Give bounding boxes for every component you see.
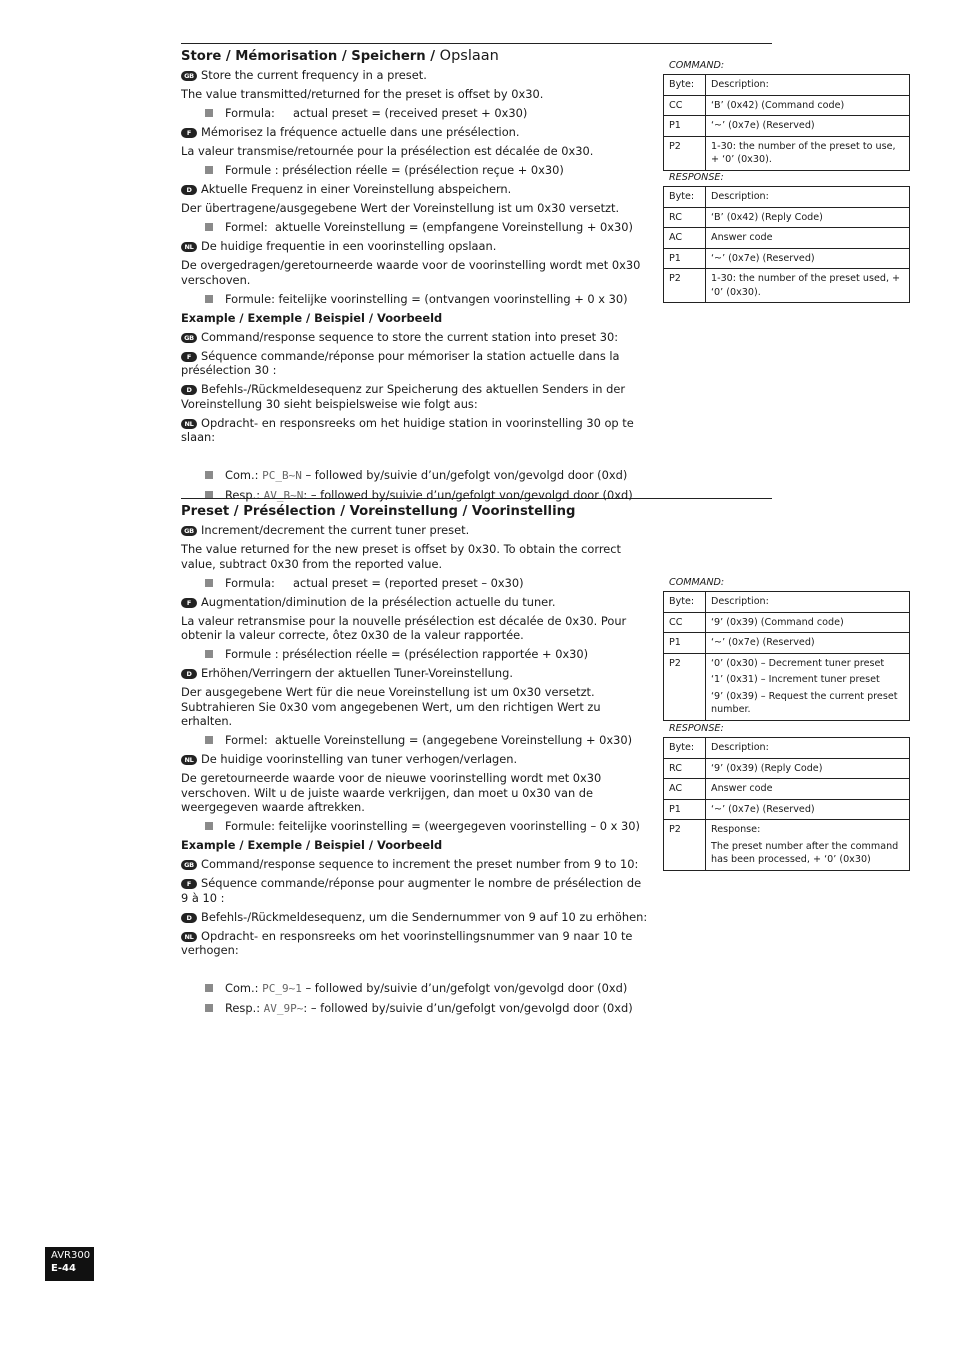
language-paragraph [181, 182, 651, 197]
language-paragraph [181, 929, 651, 958]
bullet-item [205, 106, 651, 121]
example-heading: Example / Exemple / Beispiel / Voorbeeld [181, 310, 443, 325]
byte-cell: RC [664, 207, 706, 228]
model-label: AVR300 [51, 1250, 91, 1261]
square-bullet-icon [205, 822, 213, 830]
square-bullet-icon [205, 984, 213, 992]
code-string: PC_B~N [262, 469, 302, 482]
table-row [664, 820, 910, 871]
code-suffix: – followed by/suivie d’un/gefolgt von/gevolgd door (0xd) [301, 468, 628, 482]
description-cell [706, 116, 910, 137]
byte-cell: CC [664, 612, 706, 633]
byte-cell: P2 [664, 653, 706, 720]
byte-cell: AC [664, 228, 706, 249]
description-line: Answer code [711, 232, 773, 243]
description-line: ‘B’ (0x42) (Reply Code) [711, 211, 823, 223]
bullet-text: Formule : présélection réelle = (présélection rapportée + 0x30) [225, 647, 589, 661]
description-line: ‘~’ (0x7e) (Reserved) [711, 252, 815, 264]
language-badge-icon: GB [181, 71, 197, 81]
description-line: 1-30: the number of the preset to use, + ‘0’ (0x30). [711, 140, 896, 165]
language-badge-icon: NL [181, 242, 197, 252]
bullet-item [205, 220, 651, 235]
description-cell [706, 779, 910, 800]
language-badge-icon: NL [181, 419, 197, 429]
page-footer [45, 1247, 94, 1281]
byte-cell: P1 [664, 799, 706, 820]
paragraph-text: De huidige frequentie in een voorinstelling opslaan. [201, 239, 497, 253]
paragraph: The value transmitted/returned for the preset is offset by 0x30. [181, 87, 544, 101]
table-row [664, 738, 910, 759]
code-prefix: Resp.: [225, 488, 264, 502]
table-row [664, 612, 910, 633]
section-preset-body [181, 523, 651, 1021]
description-line: ‘9’ (0x39) (Reply Code) [711, 762, 823, 774]
bullet-item [205, 292, 651, 307]
bullet-text: Formula: actual preset = (received preset + 0x30) [225, 106, 528, 120]
square-bullet-icon [205, 295, 213, 303]
paragraph: La valeur transmise/retournée pour la présélection est décalée de 0x30. [181, 144, 594, 158]
description-cell [706, 136, 910, 170]
square-bullet-icon [205, 109, 213, 117]
square-bullet-icon [205, 1004, 213, 1012]
table-row [664, 95, 910, 116]
paragraph: Der ausgegebene Wert für die neue Voreinstellung ist um 0x30 versetzt. Subtrahieren Sie 0x30 vom angegebenen Wert, um den richtigen Wert zu erhalten. [181, 685, 601, 728]
code-suffix: – followed by/suivie d’un/gefolgt von/gevolgd door (0xd) [301, 981, 628, 995]
byte-cell: Byte: [664, 187, 706, 208]
description-line: 1-30: the number of the preset used, + ‘0’ (0x30). [711, 273, 901, 298]
page-number: E-44 [51, 1263, 76, 1274]
bullet-item [205, 647, 651, 662]
byte-cell: Byte: [664, 592, 706, 613]
section-store-body [181, 68, 651, 508]
command-table [663, 591, 910, 721]
table-caption: COMMAND: [669, 60, 725, 71]
square-bullet-icon [205, 579, 213, 587]
table-row [664, 633, 910, 654]
language-paragraph [181, 666, 651, 681]
table-row [664, 228, 910, 249]
square-bullet-icon [205, 223, 213, 231]
code-bullet-item [205, 468, 651, 484]
description-cell [706, 820, 910, 871]
table-row [664, 653, 910, 720]
language-paragraph [181, 876, 651, 905]
description-cell [706, 758, 910, 779]
description-line: ‘~’ (0x7e) (Reserved) [711, 803, 815, 815]
paragraph-text: Increment/decrement the current tuner preset. [201, 523, 470, 537]
spacer [181, 449, 651, 468]
bullet-text: Formule : présélection réelle = (présélection reçue + 0x30) [225, 163, 564, 177]
bullet-item [205, 733, 651, 748]
description-line: ‘B’ (0x42) (Command code) [711, 99, 845, 111]
description-line: Description: [711, 191, 769, 202]
code-bullet-item [205, 981, 651, 997]
square-bullet-icon [205, 471, 213, 479]
paragraph-text: Erhöhen/Verringern der aktuellen Tuner-Voreinstellung. [201, 666, 513, 680]
language-badge-icon: GB [181, 526, 197, 536]
store-response-table [663, 172, 910, 303]
language-paragraph [181, 416, 651, 445]
command-table [663, 74, 910, 171]
table-row [664, 248, 910, 269]
description-cell [706, 592, 910, 613]
section-title: Preset / Présélection / Voreinstellung / Voorinstelling [181, 504, 576, 519]
response-table [663, 186, 910, 303]
language-paragraph [181, 752, 651, 767]
paragraph-text: Augmentation/diminution de la présélection actuelle du tuner. [201, 594, 556, 609]
paragraph-text: De huidige voorinstelling van tuner verhogen/verlagen. [201, 752, 518, 766]
table-caption: COMMAND: [669, 577, 725, 588]
paragraph: Der übertragene/ausgegebene Wert der Voreinstellung ist um 0x30 versetzt. [181, 201, 620, 215]
language-badge-icon: F [181, 128, 197, 138]
table-row [664, 758, 910, 779]
paragraph: De geretourneerde waarde voor de nieuwe voorinstelling wordt met 0x30 verschoven. Wilt u de juiste waarde verkrijgen, dan moet u 0x30 van de weergegeven waarde aftrekken. [181, 771, 602, 814]
language-badge-icon: D [181, 669, 197, 679]
description-line: ‘1’ (0x31) – Increment tuner preset [711, 674, 880, 685]
description-cell [706, 228, 910, 249]
example-heading: Example / Exemple / Beispiel / Voorbeeld [181, 838, 443, 852]
paragraph-text: Store the current frequency in a preset. [201, 68, 427, 82]
description-line: Answer code [711, 783, 773, 794]
description-cell [706, 633, 910, 654]
language-badge-icon: F [181, 879, 197, 889]
code-string: AV_9P~ [263, 1002, 304, 1015]
preset-response-table [663, 723, 910, 871]
bullet-text: Formula: actual preset = (reported preset – 0x30) [225, 575, 524, 590]
byte-cell: P2 [664, 136, 706, 170]
byte-cell: Byte: [664, 738, 706, 759]
table-row [664, 207, 910, 228]
store-command-table [663, 60, 910, 171]
byte-cell: AC [664, 779, 706, 800]
paragraph-text: Befehls-/Rückmeldesequenz, um die Sendernummer von 9 auf 10 zu erhöhen: [201, 909, 648, 924]
table-row [664, 116, 910, 137]
language-badge-icon: D [181, 913, 197, 923]
bullet-item [205, 576, 651, 591]
language-badge-icon: F [181, 598, 197, 608]
spacer [181, 962, 651, 981]
description-line: Description: [711, 79, 769, 90]
description-line: ‘~’ (0x7e) (Reserved) [711, 637, 815, 648]
paragraph-text: Aktuelle Frequenz in einer Voreinstellung abspeichern. [201, 182, 512, 196]
code-prefix: Com.: [225, 468, 263, 482]
table-row [664, 779, 910, 800]
response-table [663, 737, 910, 871]
paragraph-text: Séquence commande/réponse pour mémoriser la station actuelle dans la présélection 30 : [181, 348, 620, 377]
description-line: ‘9’ (0x39) (Command code) [711, 616, 844, 628]
code-suffix: : – followed by/suivie d’un/gefolgt von/gevolgd door (0xd) [303, 1001, 633, 1015]
section-title: Store / Mémorisation / Speichern / Opslaan [181, 48, 499, 64]
code-prefix: Com.: [225, 981, 263, 995]
byte-cell: Byte: [664, 75, 706, 96]
language-paragraph [181, 68, 651, 83]
code-bullet-item [205, 1001, 651, 1017]
description-line: ‘~’ (0x7e) (Reserved) [711, 120, 815, 131]
description-cell [706, 653, 910, 720]
code-string: AV_B~N [263, 489, 304, 502]
description-line: ‘0’ (0x30) – Decrement tuner preset [711, 657, 885, 669]
language-paragraph [181, 910, 651, 925]
description-cell [706, 207, 910, 228]
description-cell [706, 799, 910, 820]
paragraph-text: Opdracht- en responsreeks om het voorinstellingsnummer van 9 naar 10 te verhogen: [181, 928, 633, 957]
table-row [664, 136, 910, 170]
byte-cell: P2 [664, 269, 706, 303]
paragraph-text: Command/response sequence to increment the preset number from 9 to 10: [201, 857, 639, 871]
table-caption: RESPONSE: [669, 723, 724, 734]
square-bullet-icon [205, 650, 213, 658]
language-badge-icon: F [181, 352, 197, 362]
description-cell [706, 187, 910, 208]
paragraph-text: Séquence commande/réponse pour augmenter le nombre de présélection de 9 à 10 : [181, 876, 642, 905]
byte-cell: RC [664, 758, 706, 779]
byte-cell: P2 [664, 820, 706, 871]
language-paragraph [181, 330, 651, 345]
paragraph-text: Command/response sequence to store the current station into preset 30: [201, 329, 619, 344]
language-paragraph [181, 523, 651, 538]
language-paragraph [181, 349, 651, 378]
description-cell [706, 75, 910, 96]
paragraph: The value returned for the new preset is offset by 0x30. To obtain the correct value, subtract 0x30 from the reported value. [181, 542, 622, 571]
byte-cell: P1 [664, 116, 706, 137]
description-cell [706, 738, 910, 759]
language-paragraph [181, 857, 651, 872]
bullet-text: Formel: aktuelle Voreinstellung = (empfangene Voreinstellung + 0x30) [225, 220, 633, 234]
table-row [664, 799, 910, 820]
bullet-text: Formel: aktuelle Voreinstellung = (angegebene Voreinstellung + 0x30) [225, 733, 633, 747]
language-badge-icon: NL [181, 932, 197, 942]
description-cell [706, 269, 910, 303]
language-paragraph [181, 239, 651, 254]
language-paragraph [181, 595, 651, 610]
paragraph-text: Befehls-/Rückmeldesequenz zur Speicherung des aktuellen Senders in der Voreinstellung 30 sieht beispielsweise wie folgt aus: [181, 382, 626, 411]
table-row [664, 75, 910, 96]
square-bullet-icon [205, 736, 213, 744]
description-line: Description: [711, 596, 769, 607]
description-cell [706, 612, 910, 633]
language-badge-icon: GB [181, 860, 197, 870]
description-line: The preset number after the command has been processed, + ‘0’ (0x30) [711, 840, 899, 865]
paragraph: La valeur retransmise pour la nouvelle présélection est décalée de 0x30. Pour obtenir la valeur correcte, ôtez 0x30 de la valeur rapportée. [181, 613, 627, 642]
code-string: PC_9~1 [262, 982, 302, 995]
language-badge-icon: D [181, 385, 197, 395]
section-preset [181, 498, 772, 521]
paragraph-text: Opdracht- en responsreeks om het huidige station in voorinstelling 30 op te slaan: [181, 415, 634, 444]
table-row [664, 269, 910, 303]
description-line: Description: [711, 742, 769, 753]
table-row [664, 592, 910, 613]
description-line: ‘9’ (0x39) – Request the current preset number. [711, 690, 898, 715]
code-suffix: : – followed by/suivie d’un/gefolgt von/gevolgd door (0xd) [303, 488, 633, 502]
bullet-text: Formule: feitelijke voorinstelling = (ontvangen voorinstelling + 0 x 30) [225, 291, 628, 306]
bullet-item [205, 163, 651, 178]
byte-cell: P1 [664, 248, 706, 269]
bullet-text: Formule: feitelijke voorinstelling = (weergegeven voorinstelling – 0 x 30) [225, 819, 640, 833]
paragraph-text: Mémorisez la fréquence actuelle dans une présélection. [201, 125, 520, 139]
byte-cell: CC [664, 95, 706, 116]
language-paragraph [181, 125, 651, 140]
language-badge-icon: GB [181, 333, 197, 343]
description-cell [706, 248, 910, 269]
paragraph: De overgedragen/geretourneerde waarde voor de voorinstelling wordt met 0x30 verschoven. [181, 258, 641, 287]
bullet-item [205, 819, 651, 834]
language-paragraph [181, 382, 651, 411]
byte-cell: P1 [664, 633, 706, 654]
preset-command-table [663, 577, 910, 721]
description-line: Response: [711, 824, 761, 835]
code-prefix: Resp.: [225, 1001, 264, 1015]
language-badge-icon: NL [181, 755, 197, 765]
description-cell [706, 95, 910, 116]
language-badge-icon: D [181, 185, 197, 195]
table-caption: RESPONSE: [669, 172, 724, 183]
table-row [664, 187, 910, 208]
square-bullet-icon [205, 166, 213, 174]
